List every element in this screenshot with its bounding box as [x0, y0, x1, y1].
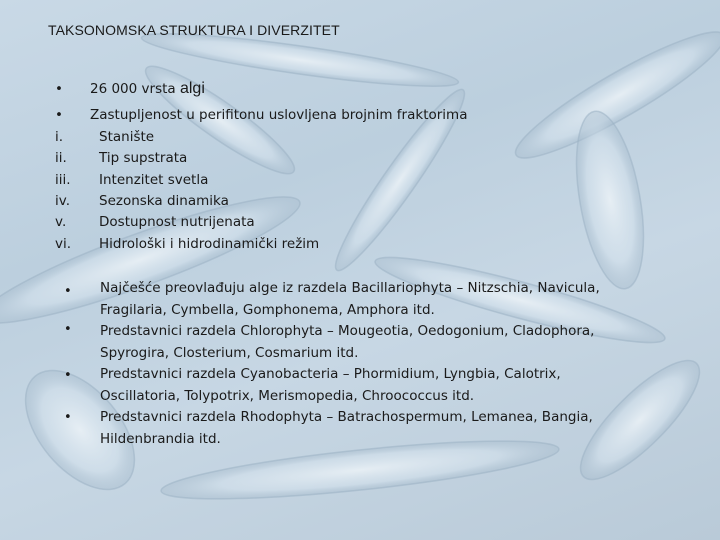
group-item-bacillariophyta: Najčešće preovlađuju alge iz razdela Bacillariophyta – Nitzschia, Navicula, Fragilaria, Cymbella, Gomphonema, Amphora itd. — [100, 280, 600, 318]
bullet-text: 26 000 vrsta — [90, 81, 180, 97]
group-bullet: • — [64, 410, 72, 425]
bullet-item: Zastupljenost u perifitonu uslovljena brojnim fraktorima — [90, 107, 468, 123]
group-item-rhodophyta: Predstavnici razdela Rhodophyta – Batrachospermum, Lemanea, Bangia, Hildenbrandia itd. — [100, 409, 593, 447]
factor-item: Hidrološki i hidrodinamički režim — [99, 236, 320, 252]
factor-item: Sezonska dinamika — [99, 193, 229, 209]
factor-numeral: i. — [55, 129, 64, 145]
factor-item: Stanište — [99, 129, 155, 145]
factor-numeral: ii. — [55, 150, 67, 166]
group-bullet: • — [64, 284, 72, 299]
bullet-marker: • — [55, 107, 63, 123]
group-bullet: • — [64, 322, 72, 337]
factor-numeral: vi. — [55, 236, 72, 252]
group-item-cyanobacteria: Predstavnici razdela Cyanobacteria – Phormidium, Lyngbia, Calotrix, Oscillatoria, Tolypotrix, Merismopedia, Chroococcus itd. — [100, 366, 561, 404]
factor-item: Dostupnost nutrijenata — [99, 214, 255, 230]
factor-numeral: iii. — [55, 172, 71, 188]
bullet-emphasis: algi — [179, 80, 205, 97]
factor-item: Tip supstrata — [99, 150, 188, 166]
factor-item: Intenzitet svetla — [99, 172, 209, 188]
bullet-marker: • — [55, 81, 63, 97]
group-bullet: • — [64, 368, 72, 383]
group-item-chlorophyta: Predstavnici razdela Chlorophyta – Mougeotia, Oedogonium, Cladophora, Spyrogira, Closterium, Cosmarium itd. — [100, 323, 595, 361]
bullet-item — [90, 80, 205, 98]
factor-numeral: v. — [55, 214, 67, 230]
slide-title: TAKSONOMSKA STRUKTURA I DIVERZITET — [48, 22, 340, 38]
factor-numeral: iv. — [55, 193, 70, 209]
